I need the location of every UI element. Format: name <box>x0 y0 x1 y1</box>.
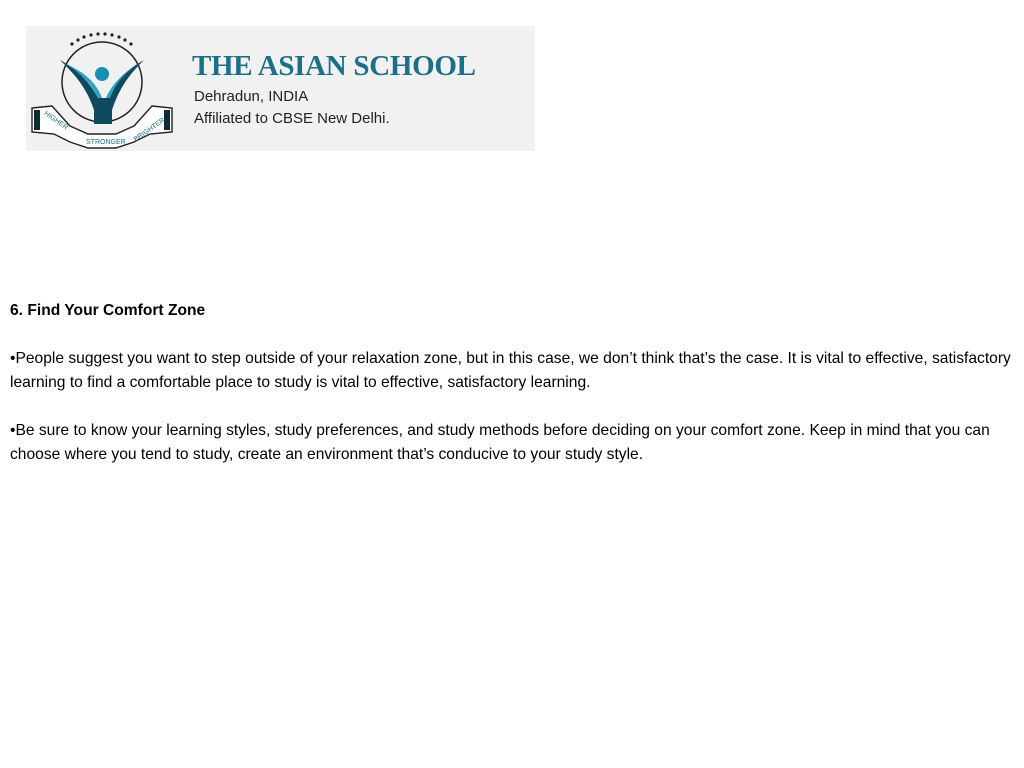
school-affiliation: Affiliated to CBSE New Delhi. <box>194 110 390 127</box>
bullet-paragraph-2: •Be sure to know your learning styles, study preferences, and study methods before deciding on your comfort zone. Keep in mind that you can choose where you tend to study, create an environment that’s conducive to your study style. <box>10 422 990 463</box>
school-name: THE ASIAN SCHOOL <box>192 50 476 82</box>
ribbon-text-center: STRONGER <box>86 139 126 146</box>
ribbon-text-left: HIGHER <box>42 110 69 132</box>
slide-content <box>10 299 1016 491</box>
ribbon-text-right: BRIGHTER <box>132 116 167 144</box>
school-location: Dehradun, INDIA <box>194 88 309 105</box>
school-emblem-icon <box>30 30 180 150</box>
bullet-paragraph-1: •People suggest you want to step outside of your relaxation zone, but in this case, we don’t think that’s the case. It is vital to effective, satisfactory learning to find a comfortable place to study is vital to effective, satisfactory learning. <box>10 350 1011 391</box>
school-logo-banner <box>26 26 535 151</box>
slide-heading: 6. Find Your Comfort Zone <box>10 302 206 319</box>
